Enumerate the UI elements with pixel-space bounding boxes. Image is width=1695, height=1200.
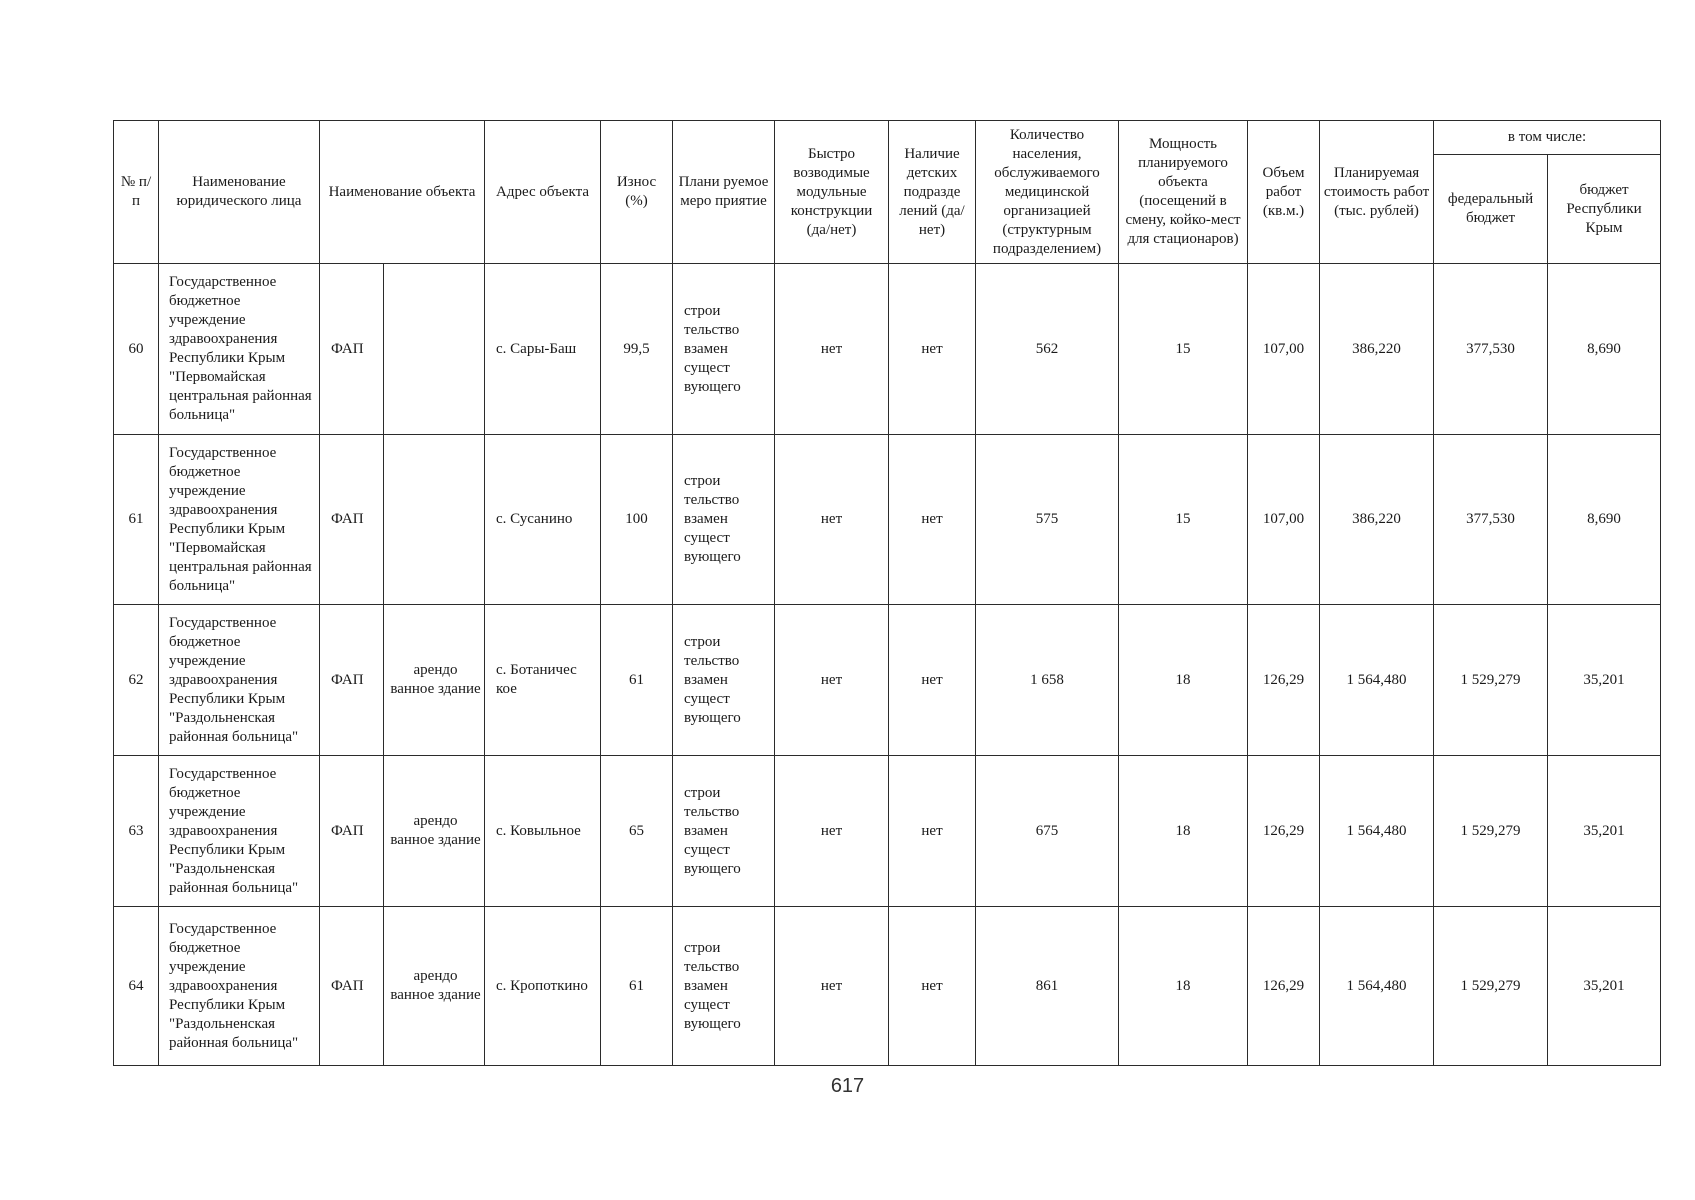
planned-cost-cell: 386,220 bbox=[1320, 435, 1434, 605]
row-number: 62 bbox=[114, 605, 159, 756]
legal-entity-cell: Государственное бюджетное учреждение здравоохранения Республики Крым "Раздольненская районная больница" bbox=[159, 907, 320, 1066]
wear-cell: 61 bbox=[601, 605, 673, 756]
header-regional: бюджет Республики Крым bbox=[1548, 155, 1661, 264]
table-header bbox=[114, 121, 1661, 264]
header-wear: Износ (%) bbox=[601, 121, 673, 264]
population-cell: 575 bbox=[976, 435, 1119, 605]
volume-cell: 126,29 bbox=[1248, 756, 1320, 907]
modular-cell: нет bbox=[775, 435, 889, 605]
header-no: № п/п bbox=[114, 121, 159, 264]
capacity-cell: 18 bbox=[1119, 605, 1248, 756]
row-number: 61 bbox=[114, 435, 159, 605]
row-number: 63 bbox=[114, 756, 159, 907]
regional-budget-cell: 35,201 bbox=[1548, 605, 1661, 756]
regional-budget-cell: 35,201 bbox=[1548, 756, 1661, 907]
wear-cell: 100 bbox=[601, 435, 673, 605]
population-cell: 1 658 bbox=[976, 605, 1119, 756]
children-units-cell: нет bbox=[889, 605, 976, 756]
federal-budget-cell: 1 529,279 bbox=[1434, 756, 1548, 907]
capacity-cell: 18 bbox=[1119, 756, 1248, 907]
address-cell: с. Ботаничес кое bbox=[485, 605, 601, 756]
facility-type-cell: ФАП bbox=[320, 907, 384, 1066]
modular-cell: нет bbox=[775, 605, 889, 756]
facility-type-cell: ФАП bbox=[320, 435, 384, 605]
header-planned-event: Плани руемое меро приятие bbox=[673, 121, 775, 264]
planned-event-cell: строи тельство взамен сущест вующего bbox=[673, 756, 775, 907]
table-row bbox=[114, 264, 1661, 435]
header-capacity: Мощность планируемого объекта (посещений в смену, койко-мест для стационаров) bbox=[1119, 121, 1248, 264]
planned-event-cell: строи тельство взамен сущест вующего bbox=[673, 605, 775, 756]
children-units-cell: нет bbox=[889, 756, 976, 907]
planned-cost-cell: 386,220 bbox=[1320, 264, 1434, 435]
facility-type-cell: ФАП bbox=[320, 264, 384, 435]
capacity-cell: 15 bbox=[1119, 435, 1248, 605]
building-cell bbox=[384, 435, 485, 605]
modular-cell: нет bbox=[775, 264, 889, 435]
planned-cost-cell: 1 564,480 bbox=[1320, 605, 1434, 756]
building-cell: арендо ванное здание bbox=[384, 907, 485, 1066]
address-cell: с. Ковыльное bbox=[485, 756, 601, 907]
header-address: Адрес объекта bbox=[485, 121, 601, 264]
federal-budget-cell: 377,530 bbox=[1434, 264, 1548, 435]
address-cell: с. Сусанино bbox=[485, 435, 601, 605]
modular-cell: нет bbox=[775, 907, 889, 1066]
regional-budget-cell: 8,690 bbox=[1548, 435, 1661, 605]
planned-event-cell: строи тельство взамен сущест вующего bbox=[673, 264, 775, 435]
legal-entity-cell: Государственное бюджетное учреждение здравоохранения Республики Крым "Первомайская центральная районная больница" bbox=[159, 264, 320, 435]
children-units-cell: нет bbox=[889, 907, 976, 1066]
building-cell bbox=[384, 264, 485, 435]
volume-cell: 126,29 bbox=[1248, 907, 1320, 1066]
facility-type-cell: ФАП bbox=[320, 605, 384, 756]
table-row bbox=[114, 756, 1661, 907]
capacity-cell: 15 bbox=[1119, 264, 1248, 435]
children-units-cell: нет bbox=[889, 264, 976, 435]
federal-budget-cell: 1 529,279 bbox=[1434, 605, 1548, 756]
table-body bbox=[114, 264, 1661, 1066]
regional-budget-cell: 8,690 bbox=[1548, 264, 1661, 435]
building-cell: арендо ванное здание bbox=[384, 756, 485, 907]
legal-entity-cell: Государственное бюджетное учреждение здравоохранения Республики Крым "Раздольненская районная больница" bbox=[159, 756, 320, 907]
population-cell: 861 bbox=[976, 907, 1119, 1066]
table-row bbox=[114, 435, 1661, 605]
planned-cost-cell: 1 564,480 bbox=[1320, 907, 1434, 1066]
address-cell: с. Сары-Баш bbox=[485, 264, 601, 435]
wear-cell: 65 bbox=[601, 756, 673, 907]
capacity-cell: 18 bbox=[1119, 907, 1248, 1066]
header-modular: Быстро возводимые модульные конструкции (да/нет) bbox=[775, 121, 889, 264]
header-volume: Объем работ (кв.м.) bbox=[1248, 121, 1320, 264]
header-object-name: Наименование объекта bbox=[320, 121, 485, 264]
header-population: Количество населения, обслуживаемого медицинской организацией (структурным подразделением) bbox=[976, 121, 1119, 264]
children-units-cell: нет bbox=[889, 435, 976, 605]
table-row bbox=[114, 605, 1661, 756]
table-row bbox=[114, 907, 1661, 1066]
federal-budget-cell: 377,530 bbox=[1434, 435, 1548, 605]
row-number: 60 bbox=[114, 264, 159, 435]
population-cell: 562 bbox=[976, 264, 1119, 435]
volume-cell: 107,00 bbox=[1248, 435, 1320, 605]
header-federal: федеральный бюджет bbox=[1434, 155, 1548, 264]
federal-budget-cell: 1 529,279 bbox=[1434, 907, 1548, 1066]
regional-budget-cell: 35,201 bbox=[1548, 907, 1661, 1066]
row-number: 64 bbox=[114, 907, 159, 1066]
legal-entity-cell: Государственное бюджетное учреждение здравоохранения Республики Крым "Первомайская центральная районная больница" bbox=[159, 435, 320, 605]
facility-type-cell: ФАП bbox=[320, 756, 384, 907]
page-number: 617 bbox=[830, 1075, 865, 1097]
planned-cost-cell: 1 564,480 bbox=[1320, 756, 1434, 907]
population-cell: 675 bbox=[976, 756, 1119, 907]
modular-cell: нет bbox=[775, 756, 889, 907]
facilities-table bbox=[113, 120, 1661, 1066]
volume-cell: 107,00 bbox=[1248, 264, 1320, 435]
address-cell: с. Кропоткино bbox=[485, 907, 601, 1066]
legal-entity-cell: Государственное бюджетное учреждение здравоохранения Республики Крым "Раздольненская районная больница" bbox=[159, 605, 320, 756]
planned-event-cell: строи тельство взамен сущест вующего bbox=[673, 435, 775, 605]
header-planned-cost: Планируемая стоимость работ (тыс. рублей) bbox=[1320, 121, 1434, 264]
volume-cell: 126,29 bbox=[1248, 605, 1320, 756]
planned-event-cell: строи тельство взамен сущест вующего bbox=[673, 907, 775, 1066]
header-legal-entity: Наименование юридического лица bbox=[159, 121, 320, 264]
header-children-units: Наличие детских подразде лений (да/нет) bbox=[889, 121, 976, 264]
header-including: в том числе: bbox=[1434, 121, 1661, 155]
wear-cell: 99,5 bbox=[601, 264, 673, 435]
building-cell: арендо ванное здание bbox=[384, 605, 485, 756]
wear-cell: 61 bbox=[601, 907, 673, 1066]
